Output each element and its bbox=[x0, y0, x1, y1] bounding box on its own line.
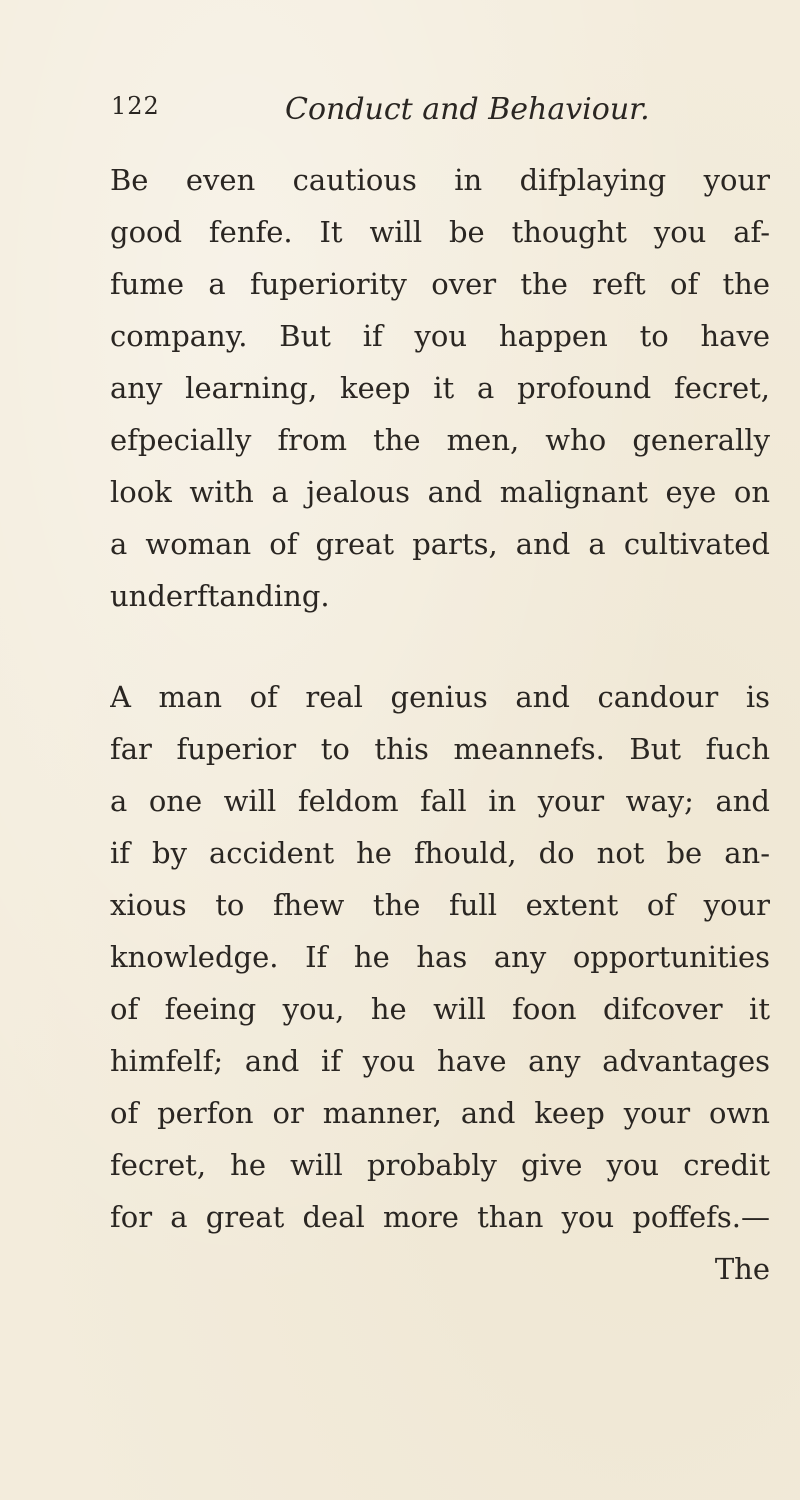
text-line: Be even cautious in difplaying your bbox=[110, 163, 770, 197]
text-line: knowledge. If he has any opportunities bbox=[110, 940, 770, 974]
text-line: if by accident he fhould, do not be an- bbox=[110, 836, 770, 870]
running-head: Conduct and Behaviour. bbox=[285, 92, 650, 127]
text-line: of perfon or manner, and keep your own bbox=[110, 1096, 770, 1130]
text-line: a woman of great parts, and a cultivated bbox=[110, 527, 770, 561]
text-line: far fuperior to this meannefs. But fuch bbox=[110, 732, 770, 766]
text-line: underftanding. bbox=[110, 579, 330, 613]
text-line: company. But if you happen to have bbox=[110, 319, 770, 353]
text-line: any learning, keep it a profound fecret, bbox=[110, 371, 770, 405]
text-line: xious to fhew the full extent of your bbox=[110, 888, 770, 922]
text-line: himfelf; and if you have any advantages bbox=[110, 1044, 770, 1078]
text-line: good fenfe. It will be thought you af- bbox=[110, 215, 770, 249]
page-number: 122 bbox=[111, 92, 160, 120]
text-line: efpecially from the men, who generally bbox=[110, 423, 770, 457]
text-line: A man of real genius and candour is bbox=[110, 680, 770, 714]
text-line: look with a jealous and malignant eye on bbox=[110, 475, 770, 509]
catchword: The bbox=[714, 1252, 770, 1286]
text-line: for a great deal more than you poffefs.— bbox=[110, 1200, 770, 1234]
text-line: fume a fuperiority over the reft of the bbox=[110, 267, 770, 301]
page-header bbox=[111, 92, 751, 128]
text-line: of feeing you, he will foon difcover it bbox=[110, 992, 770, 1026]
text-line: fecret, he will probably give you credit bbox=[110, 1148, 770, 1182]
text-line: a one will feldom fall in your way; and bbox=[110, 784, 770, 818]
